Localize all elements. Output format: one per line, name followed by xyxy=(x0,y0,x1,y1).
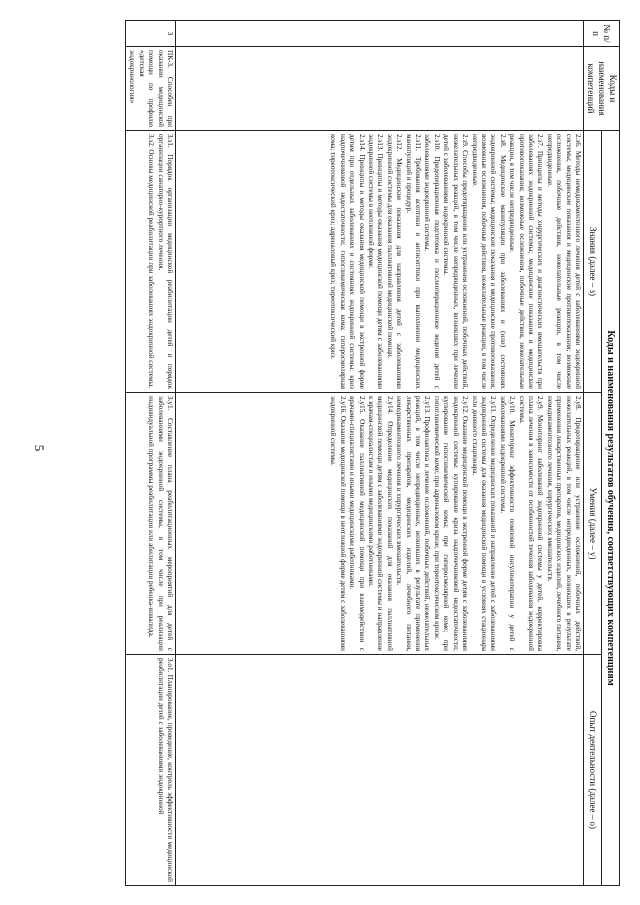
knowledge-item: 2.з10. Предоперационная подготовка и послеоперационное ведение детей с заболеваниями эндокринной системы. xyxy=(423,134,441,389)
knowledge-item: 2.з13. Принципы и методы оказания медицинской помощи детям с заболеваниями эндокринной системы в неотложной форме. xyxy=(367,134,385,389)
skill-item: 2.у15. Оказание паллиативной медицинской помощи при взаимодействии с врачами-специалистами и иными медицинскими работниками. xyxy=(348,396,366,651)
skill-item: 3.у1. Составление плана реабилитационных мероприятий для детей с заболеваниями эндокринной системы, в том числе при реализации индивидуальной программы реабилитации или абилитации ребенка-инвалида. xyxy=(147,396,174,651)
knowledge-item: 2.з11. Требования асептики и антисептики при выполнении медицинских манипуляций и процедур. xyxy=(404,134,423,389)
header-codes: Коды и наименования компетенций xyxy=(584,47,620,131)
skills-cell xyxy=(125,393,175,655)
page-number: 5 xyxy=(32,444,47,452)
competency-code: ПК-3. Способен при оказании медицинской помощи по профилю «детская эндокринология» xyxy=(125,47,175,131)
skill-item: 2.у13. Профилактика и лечение осложнений, побочных действий, нежелательных реакций, в том числе непредвиденных, возникших в результате применения лекарственных препаратов, медицинских изделий, лечебного питания, немедикаментозного лечения и хирургических вмешательств. xyxy=(395,396,432,651)
skills-cell xyxy=(176,393,584,655)
skill-item: 2.у10. Мониторинг эффективности помповой инсулинотерапии у детей с заболеваниями эндокринной системы. xyxy=(498,396,517,651)
knowledge-cell xyxy=(125,131,175,393)
header-num: № п/п xyxy=(584,21,620,47)
header-skills: Умения (далее – у) xyxy=(584,393,602,655)
header-knowledge: Знания (далее – з) xyxy=(584,131,602,393)
knowledge-item: 3.з2. Основы медицинской реабилитации при заболеваниях эндокринной системы. xyxy=(147,134,156,388)
competency-table xyxy=(125,20,620,886)
knowledge-item: 2.з9. Способы предотвращения или устранения осложнений, побочных действий, нежелательных реакций, в том числе непредвиденных, возникших при лечении детей с заболеваниями эндокринной системы. xyxy=(442,134,470,389)
skill-item: 2.у8. Предотвращение или устранение осложнений, побочных действий, нежелательных реакций, в том числе непредвиденных, возникших в результате применения лекарственных препаратов, медицинских изделий, лечебного питания, немедикаментозного лечения, хирургических вмешательств. xyxy=(545,396,582,651)
skill-item: 2.у9. Мониторинг заболеваний эндокринной системы у детей, корректировка плана лечения в зависимости от особенностей течения заболевания эндокринной системы. xyxy=(517,396,545,651)
rotated-page xyxy=(75,20,620,885)
competency-code xyxy=(176,47,584,131)
knowledge-item: 2.з14. Принципы и методы оказания медицинской помощи в экстренной форме детям при отдельных заболеваниях и состояниях эндокринной системы: криз надпочечниковой недостаточности; гипогликемическая кома; гиперосмолярная кома; тиреотоксический криз; адреналовый криз; тиреотоксический криз. xyxy=(329,134,366,389)
knowledge-item: 2.з12. Медицинские показания для направления детей с заболеваниями эндокринной системы для оказания паллиативной медицинской помощи. xyxy=(385,134,404,389)
header-results: Коды и наименования результатов обучения, соответствующих компетенциям xyxy=(602,131,620,886)
table-row xyxy=(176,21,584,886)
knowledge-cell xyxy=(176,131,584,393)
skill-item: 2.у12. Оказание медицинской помощи в экстренной форме детям с заболеваниями эндокринной системы: купирование криза надпочечниковой недостаточности; купирование гипогликемической комы; при гиперосмолярной коме; при гипогликемической коме; при адреналовом кризе; при тиреотоксическом кризе. xyxy=(432,396,470,651)
knowledge-item: 3.з1. Порядок организации медицинской реабилитации детей и порядок организации санаторно-курортного лечения. xyxy=(156,134,174,389)
skill-item: 2.у14. Определение медицинских показаний для оказания паллиативной медицинской помощи детям с заболеваниями эндокринной системы и направление к врачам-специалистам и иными медицинскими работниками. xyxy=(367,396,394,651)
skill-item: 2.у16. Оказание медицинской помощи в неотложной форме детям с заболеваниями эндокринной системы. xyxy=(329,396,347,651)
experience-cell xyxy=(176,655,584,886)
knowledge-item: 2.з6. Методы немедикаментозного лечения детей с заболеваниями эндокринной системы; медицинские показания и медицинские противопоказания; возможные осложнения, побочные действия, нежелательные реакции, в том числе непредвиденные. xyxy=(545,134,582,389)
knowledge-item: 2.з7. Принципы и методы хирургических и диагностических вмешательств при заболеваниях эндокринной системы; медицинские показания и медицинские противопоказания; возможные осложнения, побочные действия, нежелательные реакции, в том числе непредвиденные. xyxy=(508,134,545,389)
knowledge-item: 2.з8. Медицинские манипуляции при заболеваниях и (или) состояниях эндокринной системы; медицинские показания и медицинские противопоказания; возможные осложнения, побочные действия, нежелательные реакции, в том числе непредвиденные. xyxy=(470,134,507,389)
header-experience: Опыт деятельности (далее – о) xyxy=(584,655,602,886)
table-row xyxy=(125,21,175,886)
experience-cell: 3.о1. Планирование, проведение, контроль эффективности медицинской реабилитации детей с заболеваниями эндокринной xyxy=(125,655,175,886)
row-num: 3 xyxy=(125,21,175,47)
row-num xyxy=(176,21,584,47)
skill-item: 2.у11. Определение медицинских показаний и направление детей с заболеваниями эндокринной системы для оказания медицинской помощи в условиях стационара или дневного стационара. xyxy=(470,396,498,651)
